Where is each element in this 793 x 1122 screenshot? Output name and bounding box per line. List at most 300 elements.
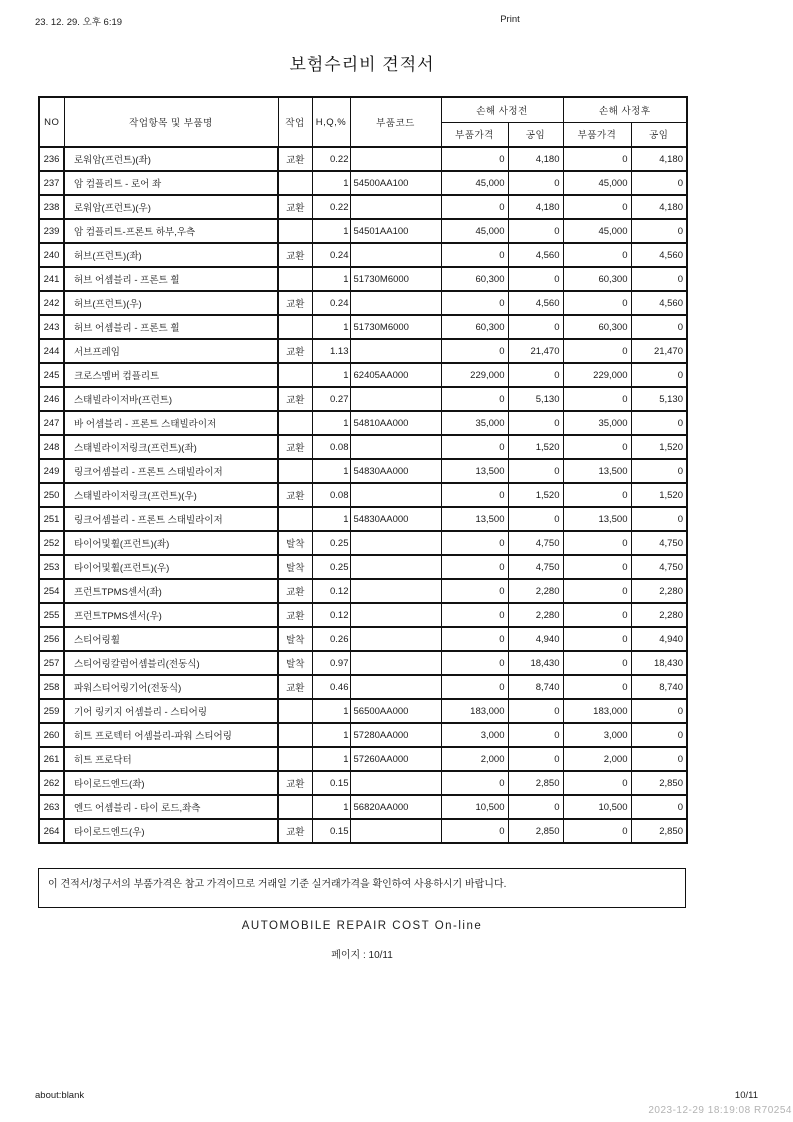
row-no: 264 [39, 819, 64, 843]
row-no: 241 [39, 267, 64, 291]
pre-part-price: 0 [441, 339, 508, 363]
part-code [350, 147, 441, 171]
header-work: 작업 [278, 97, 312, 147]
post-part-price: 0 [563, 819, 631, 843]
work-type: 교환 [278, 147, 312, 171]
row-no: 242 [39, 291, 64, 315]
work-type: 교환 [278, 243, 312, 267]
part-code [350, 627, 441, 651]
hq-value: 0.15 [312, 771, 350, 795]
footer-url: about:blank [35, 1090, 85, 1101]
post-labor: 2,850 [631, 771, 687, 795]
pre-labor: 0 [508, 219, 563, 243]
table-row [39, 387, 687, 411]
header-pre-assessment: 손해 사정전 [441, 97, 563, 122]
item-name: 스티어링휠 [64, 627, 278, 651]
post-labor: 1,520 [631, 483, 687, 507]
work-type [278, 507, 312, 531]
work-type: 탈착 [278, 651, 312, 675]
pre-part-price: 0 [441, 555, 508, 579]
post-part-price: 0 [563, 651, 631, 675]
part-code [350, 483, 441, 507]
post-part-price: 0 [563, 603, 631, 627]
pre-part-price: 3,000 [441, 723, 508, 747]
row-no: 253 [39, 555, 64, 579]
item-name: 타이로드엔드(좌) [64, 771, 278, 795]
pre-part-price: 229,000 [441, 363, 508, 387]
pre-part-price: 13,500 [441, 507, 508, 531]
row-no: 254 [39, 579, 64, 603]
pre-part-price: 0 [441, 579, 508, 603]
row-no: 244 [39, 339, 64, 363]
hq-value: 1 [312, 507, 350, 531]
hq-value: 0.08 [312, 435, 350, 459]
item-name: 허브 어셈블리 - 프론트 휠 [64, 315, 278, 339]
header-code: 부품코드 [350, 97, 441, 147]
item-name: 링크어셈블리 - 프론트 스태빌라이저 [64, 459, 278, 483]
hq-value: 0.27 [312, 387, 350, 411]
post-part-price: 0 [563, 291, 631, 315]
post-part-price: 60,300 [563, 267, 631, 291]
table-row [39, 579, 687, 603]
table-row [39, 339, 687, 363]
estimate-table-body [39, 147, 687, 843]
pre-part-price: 0 [441, 531, 508, 555]
table-row [39, 747, 687, 771]
item-name: 스티어링칼럼어셈블리(전동식) [64, 651, 278, 675]
pre-part-price: 35,000 [441, 411, 508, 435]
item-name: 타이어및휠(프런트)(좌) [64, 531, 278, 555]
work-type [278, 315, 312, 339]
estimate-table-container [38, 96, 686, 844]
table-row [39, 459, 687, 483]
table-row [39, 219, 687, 243]
row-no: 240 [39, 243, 64, 267]
hq-value: 1 [312, 699, 350, 723]
work-type: 탈착 [278, 555, 312, 579]
post-labor: 4,750 [631, 531, 687, 555]
post-part-price: 0 [563, 339, 631, 363]
item-name: 기어 링키지 어셈블리 - 스티어링 [64, 699, 278, 723]
table-row [39, 291, 687, 315]
part-code [350, 555, 441, 579]
row-no: 262 [39, 771, 64, 795]
post-labor: 0 [631, 315, 687, 339]
part-code: 54830AA000 [350, 507, 441, 531]
post-part-price: 35,000 [563, 411, 631, 435]
post-part-price: 0 [563, 531, 631, 555]
work-type [278, 411, 312, 435]
item-name: 히트 프로텍터 어셈블리-파워 스티어링 [64, 723, 278, 747]
item-name: 로워암(프런트)(좌) [64, 147, 278, 171]
work-type [278, 219, 312, 243]
post-part-price: 13,500 [563, 459, 631, 483]
post-part-price: 13,500 [563, 507, 631, 531]
post-labor: 4,560 [631, 243, 687, 267]
row-no: 246 [39, 387, 64, 411]
header-post-part-price: 부품가격 [563, 122, 631, 147]
footer-page-number: 10/11 [734, 1090, 758, 1101]
hq-value: 0.25 [312, 531, 350, 555]
row-no: 252 [39, 531, 64, 555]
row-no: 259 [39, 699, 64, 723]
pre-labor: 2,280 [508, 603, 563, 627]
hq-value: 1 [312, 315, 350, 339]
pre-part-price: 0 [441, 147, 508, 171]
post-part-price: 229,000 [563, 363, 631, 387]
table-header [39, 97, 687, 147]
notice-text: 이 견적서/청구서의 부품가격은 참고 가격이므로 거래일 기준 실거래가격을 확인하여 사용하시기 바랍니다. [48, 879, 507, 890]
post-labor: 0 [631, 219, 687, 243]
pre-part-price: 60,300 [441, 267, 508, 291]
brand-line: AUTOMOBILE REPAIR COST On-line [241, 920, 483, 932]
pre-part-price: 0 [441, 675, 508, 699]
item-name: 타이어및휠(프런트)(우) [64, 555, 278, 579]
pre-labor: 1,520 [508, 483, 563, 507]
table-row [39, 723, 687, 747]
post-part-price: 0 [563, 627, 631, 651]
hq-value: 0.24 [312, 291, 350, 315]
post-part-price: 183,000 [563, 699, 631, 723]
row-no: 260 [39, 723, 64, 747]
part-code [350, 339, 441, 363]
table-row [39, 195, 687, 219]
pre-part-price: 0 [441, 603, 508, 627]
pre-part-price: 183,000 [441, 699, 508, 723]
work-type: 교환 [278, 435, 312, 459]
pre-part-price: 45,000 [441, 219, 508, 243]
pre-labor: 5,130 [508, 387, 563, 411]
table-row [39, 315, 687, 339]
row-no: 238 [39, 195, 64, 219]
hq-value: 0.12 [312, 603, 350, 627]
hq-value: 1.13 [312, 339, 350, 363]
hq-value: 1 [312, 219, 350, 243]
table-row [39, 171, 687, 195]
post-part-price: 45,000 [563, 171, 631, 195]
hq-value: 1 [312, 723, 350, 747]
header-post-labor: 공임 [631, 122, 687, 147]
table-row [39, 603, 687, 627]
row-no: 250 [39, 483, 64, 507]
pre-part-price: 0 [441, 435, 508, 459]
work-type: 교환 [278, 291, 312, 315]
item-name: 히트 프로닥터 [64, 747, 278, 771]
pre-labor: 2,850 [508, 771, 563, 795]
post-labor: 4,940 [631, 627, 687, 651]
hq-value: 0.22 [312, 147, 350, 171]
row-no: 249 [39, 459, 64, 483]
pre-labor: 0 [508, 747, 563, 771]
part-code [350, 195, 441, 219]
pre-labor: 2,850 [508, 819, 563, 843]
row-no: 251 [39, 507, 64, 531]
hq-value: 0.97 [312, 651, 350, 675]
part-code [350, 435, 441, 459]
header-no: NO [39, 97, 64, 147]
work-type [278, 747, 312, 771]
work-type: 교환 [278, 387, 312, 411]
hq-value: 0.12 [312, 579, 350, 603]
hq-value: 1 [312, 363, 350, 387]
row-no: 263 [39, 795, 64, 819]
pre-part-price: 0 [441, 243, 508, 267]
post-labor: 21,470 [631, 339, 687, 363]
hq-value: 1 [312, 267, 350, 291]
pre-part-price: 13,500 [441, 459, 508, 483]
header-item: 작업항목 및 부품명 [64, 97, 278, 147]
pre-labor: 0 [508, 267, 563, 291]
table-row [39, 507, 687, 531]
part-code [350, 387, 441, 411]
work-type: 교환 [278, 579, 312, 603]
post-labor: 0 [631, 411, 687, 435]
part-code [350, 531, 441, 555]
post-labor: 4,560 [631, 291, 687, 315]
hq-value: 0.26 [312, 627, 350, 651]
notice-box [38, 868, 686, 908]
part-code: 56500AA000 [350, 699, 441, 723]
item-name: 로워암(프런트)(우) [64, 195, 278, 219]
pre-labor: 4,750 [508, 531, 563, 555]
item-name: 타이로드엔드(우) [64, 819, 278, 843]
pre-part-price: 10,500 [441, 795, 508, 819]
work-type [278, 699, 312, 723]
row-no: 237 [39, 171, 64, 195]
browser-print-header [35, 14, 758, 28]
pre-part-price: 0 [441, 387, 508, 411]
item-name: 프런트TPMS센서(좌) [64, 579, 278, 603]
part-code: 54501AA100 [350, 219, 441, 243]
item-name: 서브프레임 [64, 339, 278, 363]
pre-labor: 4,180 [508, 147, 563, 171]
table-row [39, 795, 687, 819]
pre-part-price: 60,300 [441, 315, 508, 339]
header-pre-labor: 공임 [508, 122, 563, 147]
pre-labor: 8,740 [508, 675, 563, 699]
table-row [39, 267, 687, 291]
table-row [39, 411, 687, 435]
pre-part-price: 0 [441, 291, 508, 315]
pre-labor: 4,180 [508, 195, 563, 219]
table-row [39, 435, 687, 459]
pre-labor: 2,280 [508, 579, 563, 603]
row-no: 245 [39, 363, 64, 387]
part-code: 57260AA000 [350, 747, 441, 771]
part-code: 54810AA000 [350, 411, 441, 435]
part-code [350, 819, 441, 843]
table-row [39, 531, 687, 555]
work-type [278, 723, 312, 747]
work-type: 교환 [278, 603, 312, 627]
item-name: 허브 어셈블리 - 프론트 휠 [64, 267, 278, 291]
row-no: 256 [39, 627, 64, 651]
post-labor: 4,180 [631, 147, 687, 171]
table-row [39, 819, 687, 843]
part-code [350, 603, 441, 627]
item-name: 크로스멤버 컴플리트 [64, 363, 278, 387]
pre-labor: 0 [508, 363, 563, 387]
row-no: 257 [39, 651, 64, 675]
pre-part-price: 0 [441, 819, 508, 843]
pre-labor: 0 [508, 411, 563, 435]
part-code [350, 675, 441, 699]
pre-labor: 0 [508, 507, 563, 531]
post-part-price: 0 [563, 435, 631, 459]
work-type: 교환 [278, 483, 312, 507]
hq-value: 0.25 [312, 555, 350, 579]
post-part-price: 2,000 [563, 747, 631, 771]
row-no: 255 [39, 603, 64, 627]
pre-labor: 0 [508, 723, 563, 747]
part-code: 54500AA100 [350, 171, 441, 195]
table-row [39, 699, 687, 723]
item-name: 스태빌라이저링크(프런트)(우) [64, 483, 278, 507]
pre-labor: 4,750 [508, 555, 563, 579]
post-part-price: 3,000 [563, 723, 631, 747]
pre-part-price: 2,000 [441, 747, 508, 771]
post-labor: 0 [631, 795, 687, 819]
page-number-label: 페이지 : 10/11 [331, 950, 393, 961]
post-labor: 1,520 [631, 435, 687, 459]
post-part-price: 0 [563, 579, 631, 603]
post-part-price: 0 [563, 675, 631, 699]
hq-value: 0.24 [312, 243, 350, 267]
page-title: 보험수리비 견적서 [289, 55, 435, 74]
pre-part-price: 45,000 [441, 171, 508, 195]
hq-value: 1 [312, 459, 350, 483]
pre-labor: 21,470 [508, 339, 563, 363]
work-type [278, 363, 312, 387]
item-name: 엔드 어셈블리 - 타이 로드,좌측 [64, 795, 278, 819]
hq-value: 0.08 [312, 483, 350, 507]
post-labor: 2,280 [631, 603, 687, 627]
pre-labor: 4,940 [508, 627, 563, 651]
header-post-assessment: 손해 사정후 [563, 97, 687, 122]
work-type [278, 459, 312, 483]
hq-value: 0.46 [312, 675, 350, 699]
post-labor: 0 [631, 459, 687, 483]
item-name: 프런트TPMS센서(우) [64, 603, 278, 627]
row-no: 239 [39, 219, 64, 243]
part-code: 56820AA000 [350, 795, 441, 819]
post-labor: 0 [631, 171, 687, 195]
table-row [39, 651, 687, 675]
table-row [39, 555, 687, 579]
pre-labor: 4,560 [508, 291, 563, 315]
table-row [39, 243, 687, 267]
post-labor: 0 [631, 723, 687, 747]
hq-value: 1 [312, 171, 350, 195]
item-name: 암 컴플리트-프론트 하부,우측 [64, 219, 278, 243]
part-code [350, 291, 441, 315]
table-row [39, 675, 687, 699]
pre-labor: 0 [508, 315, 563, 339]
work-type: 교환 [278, 195, 312, 219]
pre-part-price: 0 [441, 771, 508, 795]
part-code: 51730M6000 [350, 267, 441, 291]
post-part-price: 0 [563, 771, 631, 795]
post-labor: 2,280 [631, 579, 687, 603]
pre-part-price: 0 [441, 195, 508, 219]
work-type [278, 267, 312, 291]
print-datetime: 23. 12. 29. 오후 6:19 [35, 17, 123, 28]
work-type: 교환 [278, 819, 312, 843]
part-code: 62405AA000 [350, 363, 441, 387]
item-name: 링크어셈블리 - 프론트 스태빌라이저 [64, 507, 278, 531]
item-name: 파워스티어링기어(전동식) [64, 675, 278, 699]
pre-labor: 0 [508, 795, 563, 819]
table-row [39, 363, 687, 387]
part-code: 57280AA000 [350, 723, 441, 747]
post-labor: 18,430 [631, 651, 687, 675]
pre-part-price: 0 [441, 651, 508, 675]
post-labor: 0 [631, 699, 687, 723]
post-labor: 0 [631, 267, 687, 291]
post-part-price: 0 [563, 147, 631, 171]
header-pre-part-price: 부품가격 [441, 122, 508, 147]
work-type [278, 795, 312, 819]
item-name: 스태빌라이저링크(프런트)(좌) [64, 435, 278, 459]
item-name: 암 컴플리트 - 로어 좌 [64, 171, 278, 195]
row-no: 243 [39, 315, 64, 339]
hq-value: 0.22 [312, 195, 350, 219]
print-document-title: Print [500, 14, 520, 25]
post-labor: 8,740 [631, 675, 687, 699]
work-type: 교환 [278, 771, 312, 795]
post-labor: 4,750 [631, 555, 687, 579]
table-row [39, 627, 687, 651]
post-labor: 0 [631, 363, 687, 387]
post-labor: 5,130 [631, 387, 687, 411]
hq-value: 1 [312, 795, 350, 819]
pre-part-price: 0 [441, 627, 508, 651]
work-type [278, 171, 312, 195]
work-type: 탈착 [278, 531, 312, 555]
item-name: 바 어셈블리 - 프론트 스태빌라이저 [64, 411, 278, 435]
work-type: 탈착 [278, 627, 312, 651]
post-part-price: 10,500 [563, 795, 631, 819]
row-no: 236 [39, 147, 64, 171]
hq-value: 0.15 [312, 819, 350, 843]
row-no: 258 [39, 675, 64, 699]
part-code: 51730M6000 [350, 315, 441, 339]
post-labor: 0 [631, 507, 687, 531]
post-part-price: 0 [563, 555, 631, 579]
pre-part-price: 0 [441, 483, 508, 507]
item-name: 스태빌라이저바(프런트) [64, 387, 278, 411]
item-name: 허브(프런트)(우) [64, 291, 278, 315]
pre-labor: 0 [508, 171, 563, 195]
timestamp-watermark: 2023-12-29 18:19:08 R70254 [648, 1105, 792, 1116]
hq-value: 1 [312, 747, 350, 771]
item-name: 허브(프런트)(좌) [64, 243, 278, 267]
work-type: 교환 [278, 339, 312, 363]
table-row [39, 147, 687, 171]
pre-labor: 1,520 [508, 435, 563, 459]
part-code: 54830AA000 [350, 459, 441, 483]
pre-labor: 0 [508, 459, 563, 483]
pre-labor: 18,430 [508, 651, 563, 675]
hq-value: 1 [312, 411, 350, 435]
row-no: 261 [39, 747, 64, 771]
estimate-table [38, 96, 688, 844]
part-code [350, 579, 441, 603]
post-part-price: 60,300 [563, 315, 631, 339]
post-part-price: 0 [563, 387, 631, 411]
row-no: 248 [39, 435, 64, 459]
post-part-price: 0 [563, 195, 631, 219]
